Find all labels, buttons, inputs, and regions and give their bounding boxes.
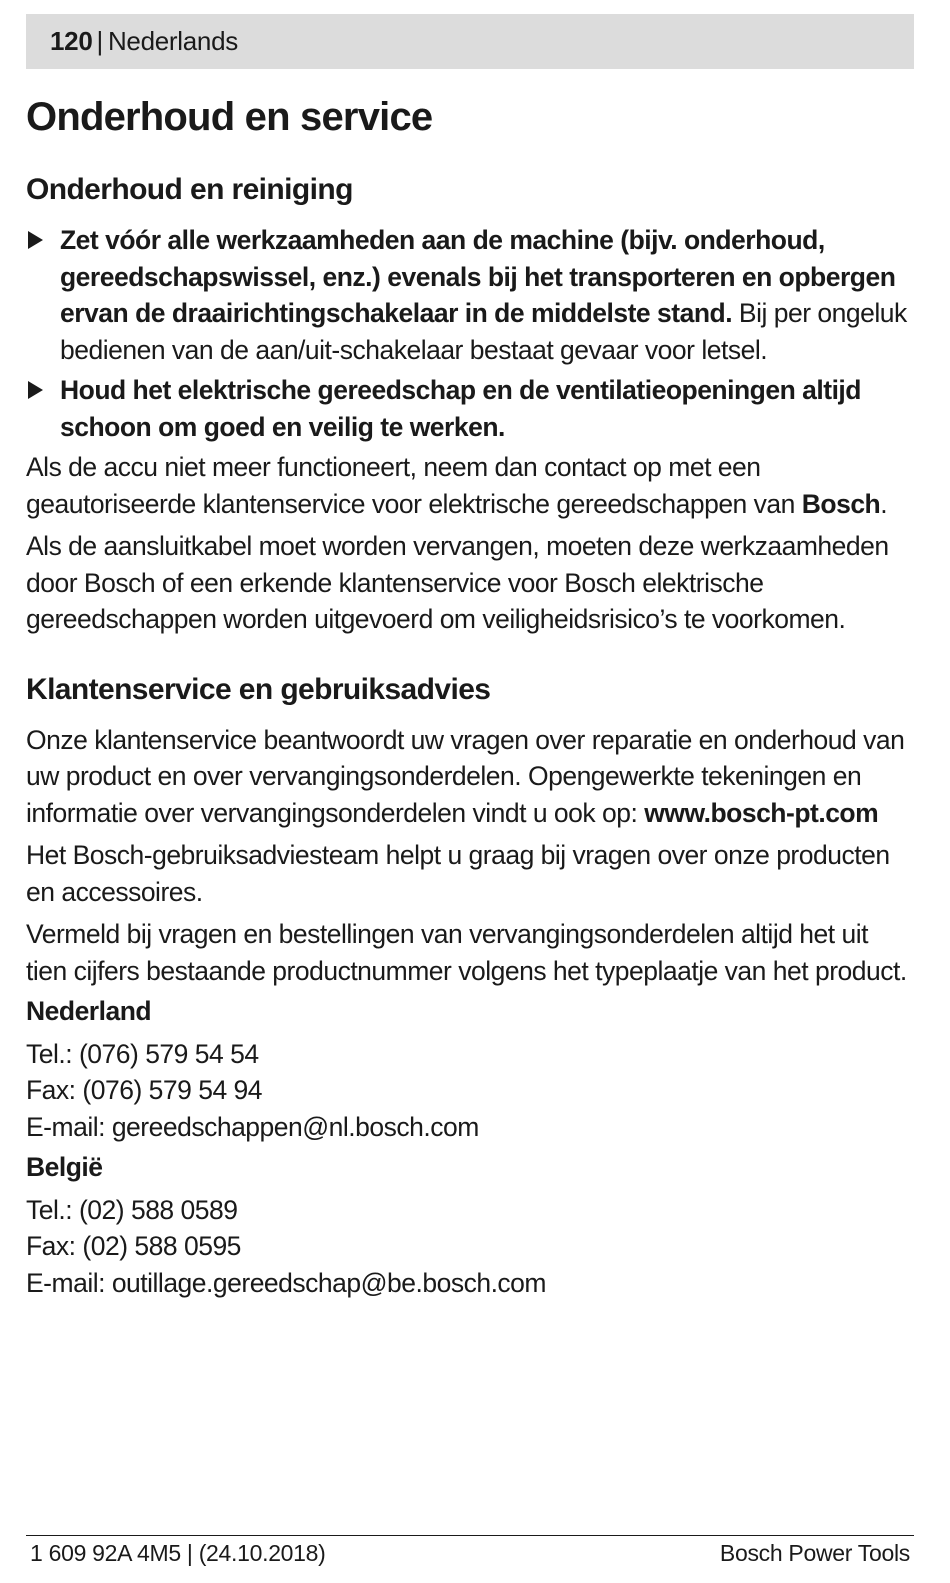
contact-phone: Tel.: (076) 579 54 54 bbox=[26, 1038, 259, 1069]
paragraph-cable: Als de aansluitkabel moet worden vervangen, moeten deze werkzaamheden door Bosch of een erkende klantenservice voor Bosch elektrische gereedschappen worden uitgevoerd om veiligheidsrisico’s te voorkomen. bbox=[26, 531, 889, 634]
main-content bbox=[26, 94, 914, 1301]
paragraph-service-intro bbox=[26, 722, 914, 832]
paragraph-advice-team: Het Bosch-gebruiksadviesteam helpt u graag bij vragen over onze producten en accessoires. bbox=[26, 840, 890, 907]
section-heading-maintenance: Onderhoud en reiniging bbox=[26, 173, 353, 206]
bullet-item-keep-clean bbox=[26, 372, 914, 445]
bullet-arrow-icon bbox=[28, 381, 43, 399]
contact-email[interactable]: E-mail: outillage.gereedschap@be.bosch.com bbox=[26, 1267, 546, 1298]
footer-divider bbox=[26, 1535, 914, 1536]
bullet-bold-text: Houd het elektrische gereedschap en de ventilatieopeningen altijd schoon om goed en veilig te werken. bbox=[60, 375, 861, 442]
bullet-item-switch-position bbox=[26, 222, 914, 368]
contact-country: Nederland bbox=[26, 996, 152, 1026]
paragraph-text: Onze klantenservice beantwoordt uw vragen over reparatie en onderhoud van uw product en over vervangingsonderdelen. Opengewerkte tekeningen en informatie over vervangingsonderdelen vindt u ook op: bbox=[26, 724, 905, 828]
header-language: Nederlands bbox=[107, 26, 238, 56]
page-number: 120 bbox=[50, 26, 93, 56]
contact-block-belgium bbox=[26, 1149, 914, 1301]
footer-document-number: 1 609 92A 4M5 | (24.10.2018) bbox=[30, 1540, 326, 1566]
website-link[interactable]: www.bosch-pt.com bbox=[644, 797, 879, 828]
contact-country: België bbox=[26, 1152, 103, 1182]
brand-name: Bosch bbox=[801, 488, 881, 519]
footer-brand: Bosch Power Tools bbox=[719, 1540, 910, 1566]
bullet-bold-text: Zet vóór alle werkzaamheden aan de machine (bijv. onderhoud, gereedschapswissel, enz.) evenals bij het transporteren en opbergen ervan de draairichtingschakelaar in de middelste stand. bbox=[60, 225, 896, 328]
paragraph-end: . bbox=[880, 488, 888, 519]
contact-phone: Tel.: (02) 588 0589 bbox=[26, 1194, 238, 1225]
bullet-normal-text: Bij per ongeluk bedienen van de aan/uit-schakelaar bestaat gevaar voor letsel. bbox=[60, 298, 907, 365]
contact-block-netherlands bbox=[26, 993, 914, 1145]
bullet-arrow-icon bbox=[28, 231, 43, 249]
paragraph-battery bbox=[26, 449, 914, 522]
page-header bbox=[26, 14, 914, 69]
paragraph-text: Als de accu niet meer functioneert, neem dan contact op met een geautoriseerde klantenservice voor elektrische gereedschappen van bbox=[26, 452, 802, 519]
header-separator: | bbox=[96, 26, 103, 56]
section-heading-customer-service: Klantenservice en gebruiksadvies bbox=[26, 672, 491, 706]
paragraph-product-number: Vermeld bij vragen en bestellingen van vervangingsonderdelen altijd het uit tien cijfers bestaande productnummer volgens het typeplaatje van het product. bbox=[26, 919, 907, 986]
contact-email[interactable]: E-mail: gereedschappen@nl.bosch.com bbox=[26, 1111, 479, 1142]
contact-fax: Fax: (076) 579 54 94 bbox=[26, 1075, 263, 1105]
contact-fax: Fax: (02) 588 0595 bbox=[26, 1231, 241, 1261]
page-title: Onderhoud en service bbox=[26, 95, 433, 139]
